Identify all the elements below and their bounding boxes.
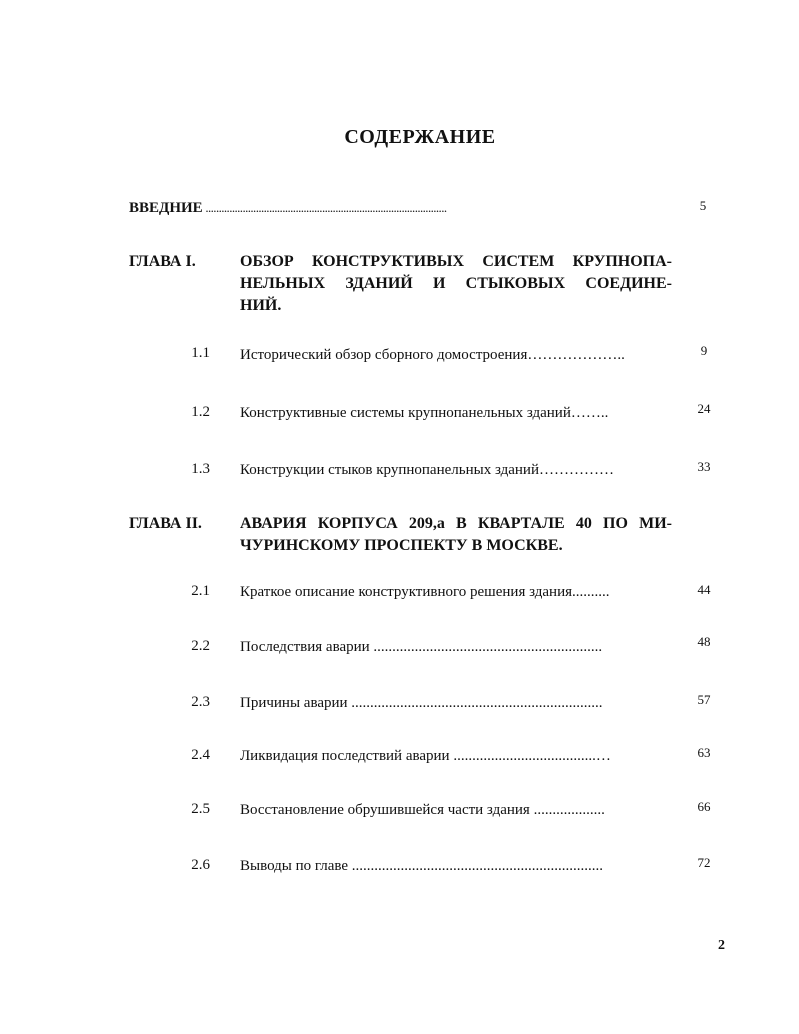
section-page: 72	[697, 855, 711, 870]
section-number: 2.5	[191, 801, 210, 817]
chapter-2-title	[240, 513, 672, 557]
page-title: СОДЕРЖАНИЕ	[344, 126, 496, 148]
section-title: Последствия аварии .............................................................	[240, 639, 603, 655]
intro-label: ВВЕДНИЕ	[129, 200, 203, 216]
section-number: 2.2	[191, 638, 210, 654]
chapter-2-label: ГЛАВА II.	[129, 515, 202, 532]
section-number: 1.3	[191, 461, 210, 477]
section-page: 66	[697, 799, 711, 814]
section-number: 2.1	[191, 583, 210, 599]
section-page: 57	[697, 692, 711, 707]
page-number: 2	[718, 938, 725, 953]
section-title: Исторический обзор сборного домостроения………………..	[240, 347, 625, 363]
section-page: 48	[697, 634, 711, 649]
section-title: Ликвидация последствий аварии ......................................…	[240, 748, 611, 764]
section-title: Восстановление обрушившейся части здания ...................	[240, 802, 605, 818]
chapter-2-title-line-2: ЧУРИНСКОМУ ПРОСПЕКТУ В МОСКВЕ.	[240, 537, 563, 554]
toc-intro	[129, 200, 447, 217]
section-title: Выводы по главе ...................................................................	[240, 858, 604, 874]
section-page: 9	[700, 343, 708, 358]
section-title: Конструкции стыков крупнопанельных зданий……………	[240, 462, 614, 478]
chapter-1-label: ГЛАВА I.	[129, 253, 196, 270]
section-title: Краткое описание конструктивного решения здания..........	[240, 584, 610, 600]
section-number: 1.2	[191, 404, 210, 420]
intro-page: 5	[699, 198, 707, 213]
section-number: 1.1	[191, 345, 210, 361]
section-page: 63	[697, 745, 711, 760]
chapter-2-title-line-1: АВАРИЯ КОРПУСА 209,а В КВАРТАЛЕ 40 ПО МИ-	[240, 515, 672, 532]
section-page: 24	[697, 401, 711, 416]
section-number: 2.3	[191, 694, 210, 710]
chapter-1-title-line-1: ОБЗОР КОНСТРУКТИВЫХ СИСТЕМ КРУПНОПА-	[240, 253, 672, 270]
chapter-1-title-line-3: НИЙ.	[240, 297, 282, 314]
section-page: 33	[697, 459, 711, 474]
section-number: 2.6	[191, 857, 210, 873]
intro-dots: ...........................................................................................	[202, 200, 447, 215]
chapter-1-title	[240, 251, 672, 317]
chapter-1-title-line-2: НЕЛЬНЫХ ЗДАНИЙ И СТЫКОВЫХ СОЕДИНЕ-	[240, 275, 672, 292]
section-title: Причины аварии ...................................................................	[240, 695, 603, 711]
section-title: Конструктивные системы крупнопанельных зданий……..	[240, 405, 609, 421]
section-number: 2.4	[191, 747, 210, 763]
section-page: 44	[697, 582, 711, 597]
